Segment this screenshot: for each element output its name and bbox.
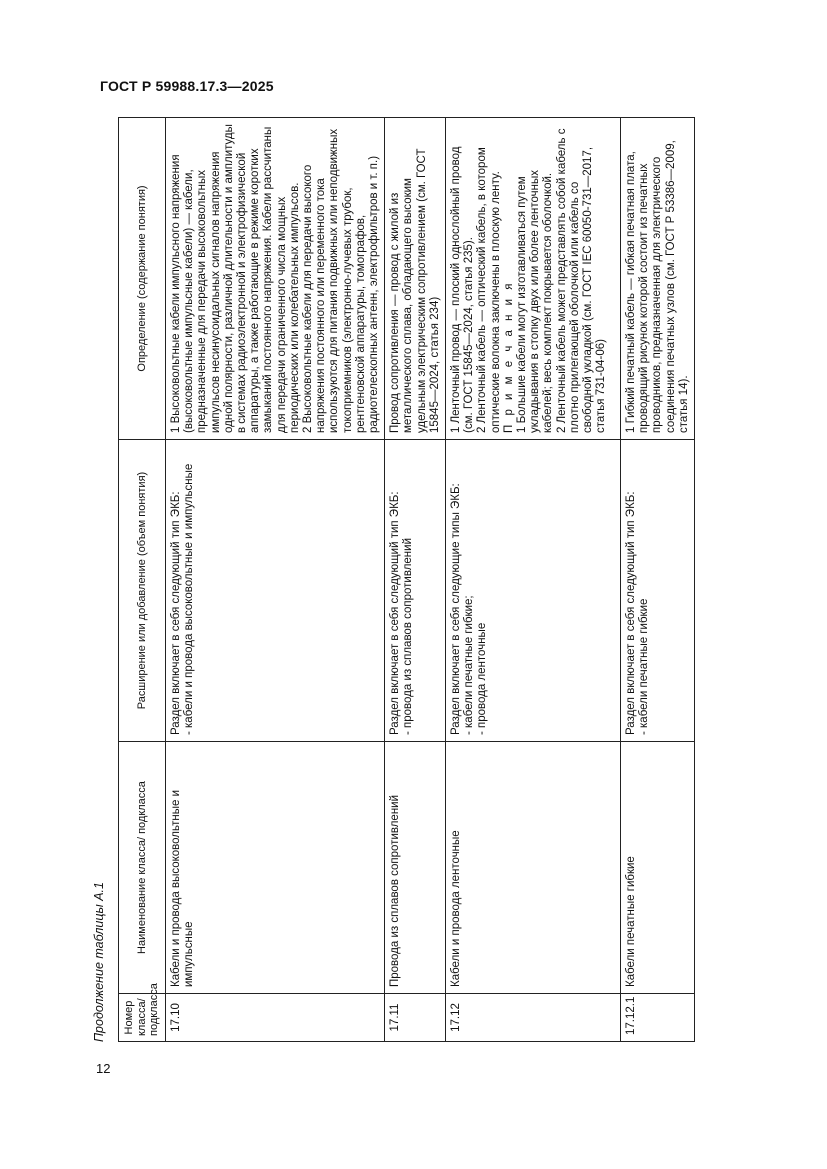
row-number: 17.12 <box>446 994 621 1042</box>
column-header-scope: Расширение или добавление (объем понятия) <box>119 440 166 742</box>
definition-line: 2 Ленточный кабель может представлять собой кабель с плотно прилегающей оболочкой или кабель со свободной укладкой (см. ГОСТ IEC 60050-731—2017, статья 731-04-06) <box>555 128 608 433</box>
scope-line: - провода ленточные <box>476 622 489 735</box>
rotated-table-container <box>118 118 690 1042</box>
scope-line: Раздел включает в себя следующий тип ЭКБ: <box>389 491 402 735</box>
definition-line: 1 Гибкий печатный кабель — гибкая печатная плата, проводящий рисунок которой состоит из печатных проводников, предназначенная для электрического соединения печатных узлов (см. ГОСТ Р 53386—2009, статья 14). <box>625 140 690 433</box>
note-heading: П р и м е ч а н и я <box>502 280 515 433</box>
column-header-name: Наименование класса/ подкласса <box>119 742 166 994</box>
row-number: 17.11 <box>385 994 446 1042</box>
row-scope <box>446 440 621 742</box>
column-header-number: Номер классa/ подкласса <box>119 994 166 1042</box>
row-number: 17.10 <box>166 994 385 1042</box>
table-row-17-12 <box>446 118 621 1042</box>
row-definition <box>446 118 621 440</box>
scope-line: - кабели печатные гибкие; <box>463 595 476 735</box>
table-row-17-10 <box>166 118 385 1042</box>
row-scope <box>385 440 446 742</box>
definition-line: 2 Высоковольтные кабели для передачи высокого напряжения постоянного или переменного тока используются для питания подвижных или неподвижных токоприемников (электронно-лучевых трубок, рентгеновской аппаратуры, томографов, радиотелескопных антенн, электрофильтров и т. п.) <box>302 128 381 433</box>
scope-line: Раздел включает в себя следующие типы ЭКБ: <box>450 483 463 735</box>
table-row-17-11 <box>385 118 446 1042</box>
row-scope <box>166 440 385 742</box>
definition-line: 1 Высоковольтные кабели импульсного напряжения (высоковольтные импульсные кабели) — кабели, предназначенные для передачи высоковольтных импульсов несинусоидальных сигналов напряжения одной полярности, различной длительности и амплитуды в системах радиоэлектронной и электрофизической аппаратуры, а также работающие в режиме коротких замыканий постоянного напряжения. Кабели рассчитаны для передачи ограниченного числа мощных периодических или колебательных импульсов. <box>170 124 301 433</box>
row-number: 17.12.1 <box>621 994 695 1042</box>
definition-line: 1 Большие кабели могут изготавливаться путем укладывания в стопку двух или более ленточных кабелей; весь комплект покрывается оболочкой. <box>516 169 555 433</box>
definition-line: 1 Ленточный провод — плоский однослойный провод (см. ГОСТ 15845—2024, статья 235). <box>450 146 476 433</box>
row-name: Кабели и провода ленточные <box>446 742 621 994</box>
column-header-definition: Определение (содержание понятия) <box>119 118 166 440</box>
table-row-17-12-1 <box>621 118 695 1042</box>
row-definition <box>385 118 446 440</box>
row-scope <box>621 440 695 742</box>
scope-line: Раздел включает в себя следующий тип ЭКБ: <box>625 491 638 735</box>
page-number: 12 <box>96 1061 111 1076</box>
table-header-row <box>119 118 166 1042</box>
row-name: Кабели и провода высоковольтные и импульсные <box>166 742 385 994</box>
row-definition <box>166 118 385 440</box>
classification-table <box>118 117 695 1042</box>
row-definition <box>621 118 695 440</box>
scope-line: - провода из сплавов сопротивлений <box>402 537 415 735</box>
row-name: Провода из сплавов сопротивлений <box>385 742 446 994</box>
document-header: ГОСТ Р 59988.17.3—2025 <box>100 78 274 94</box>
definition-line: Провод сопротивления — провод с жилой из металлического сплава, обладающего высоким удельным электрическим сопротивлением (см. ГОСТ 15845—2024, статья 234) <box>389 148 441 433</box>
definition-line: 2 Ленточный кабель — оптический кабель, в котором оптические волокна заключены в плоскую ленту. <box>476 147 502 433</box>
scope-line: Раздел включает в себя следующий тип ЭКБ: <box>170 491 182 735</box>
scope-line: - кабели печатные гибкие <box>638 598 651 735</box>
scope-line: - кабели и провода высоковольтные и импульсные <box>183 463 196 735</box>
table-caption: Продолжение таблицы А.1 <box>92 882 106 1042</box>
row-name: Кабели печатные гибкие <box>621 742 695 994</box>
